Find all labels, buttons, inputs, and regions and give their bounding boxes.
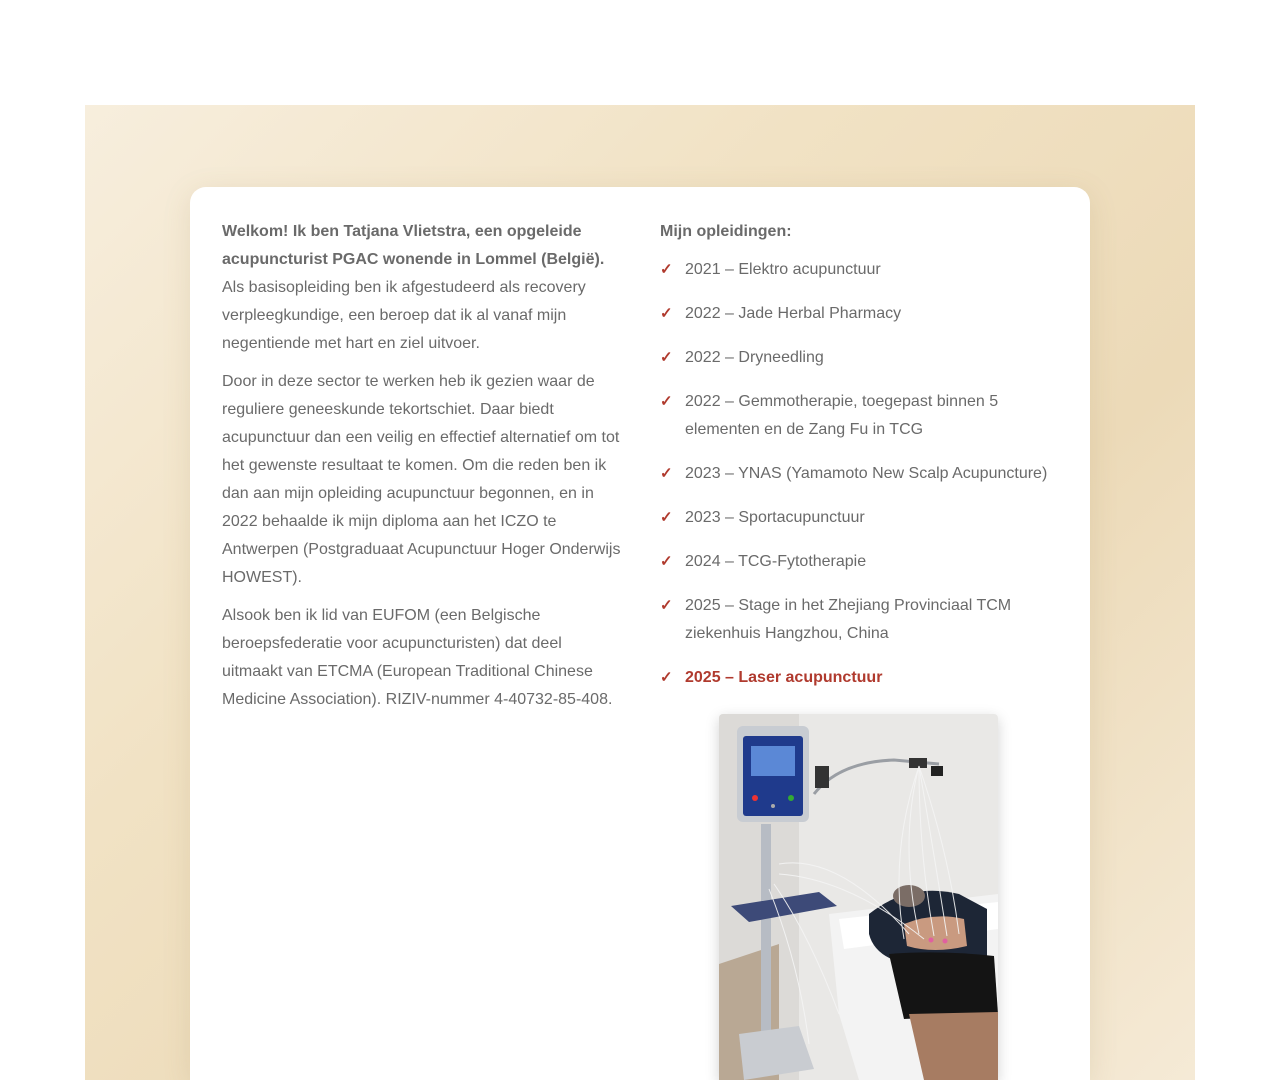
education-item: ✓ 2022 – Gemmotherapie, toegepast binnen 5 elementen en de Zang Fu in TCG: [660, 388, 1060, 444]
intro-text: Als basisopleiding ben ik afgestudeerd als recovery verpleegkundige, een beroep dat ik al vanaf mijn negentiende met hart en ziel uitvoer.: [222, 279, 586, 352]
check-icon: ✓: [660, 465, 673, 482]
about-text-column: [222, 218, 622, 724]
check-icon: ✓: [660, 597, 673, 614]
photo-illustration: [719, 714, 998, 1080]
education-list: [660, 256, 1060, 692]
education-item: ✓ 2024 – TCG-Fytotherapie: [660, 548, 1060, 576]
education-item-highlighted: ✓ 2025 – Laser acupunctuur: [660, 664, 1060, 692]
education-item: ✓ 2022 – Jade Herbal Pharmacy: [660, 300, 1060, 328]
check-icon: ✓: [660, 669, 673, 686]
education-item: ✓ 2025 – Stage in het Zhejiang Provinciaal TCM ziekenhuis Hangzhou, China: [660, 592, 1060, 648]
education-item: ✓ 2023 – Sportacupunctuur: [660, 504, 1060, 532]
check-icon: ✓: [660, 553, 673, 570]
check-icon: ✓: [660, 509, 673, 526]
laser-acupuncture-photo: [719, 714, 998, 1080]
intro-paragraph: [222, 218, 622, 358]
check-icon: ✓: [660, 261, 673, 278]
about-card: [190, 187, 1090, 1080]
education-column: [660, 218, 1060, 708]
education-item: ✓ 2022 – Dryneedling: [660, 344, 1060, 372]
check-icon: ✓: [660, 305, 673, 322]
check-icon: ✓: [660, 349, 673, 366]
membership-paragraph: Alsook ben ik lid van EUFOM (een Belgische beroepsfederatie voor acupuncturisten) dat deel uitmaakt van ETCMA (European Traditional Chinese Medicine Association). RIZIV-nummer 4-40732-85-408.: [222, 607, 613, 708]
check-icon: ✓: [660, 393, 673, 410]
education-item: ✓ 2021 – Elektro acupunctuur: [660, 256, 1060, 284]
intro-bold-text: Welkom! Ik ben Tatjana Vlietstra, een opgeleide acupuncturist PGAC wonende in Lommel (België).: [222, 223, 605, 268]
education-heading: Mijn opleidingen:: [660, 223, 792, 240]
education-item: ✓ 2023 – YNAS (Yamamoto New Scalp Acupuncture): [660, 460, 1060, 488]
sector-paragraph: Door in deze sector te werken heb ik gezien waar de reguliere geneeskunde tekortschiet. Daar biedt acupunctuur dan een veilig en effectief alternatief om tot het gewenste resultaat te komen. Om die reden ben ik dan aan mijn opleiding acupunctuur begonnen, en in 2022 behaalde ik mijn diploma aan het ICZO te Antwerpen (Postgraduaat Acupunctuur Hoger Onderwijs HOWEST).: [222, 373, 621, 586]
